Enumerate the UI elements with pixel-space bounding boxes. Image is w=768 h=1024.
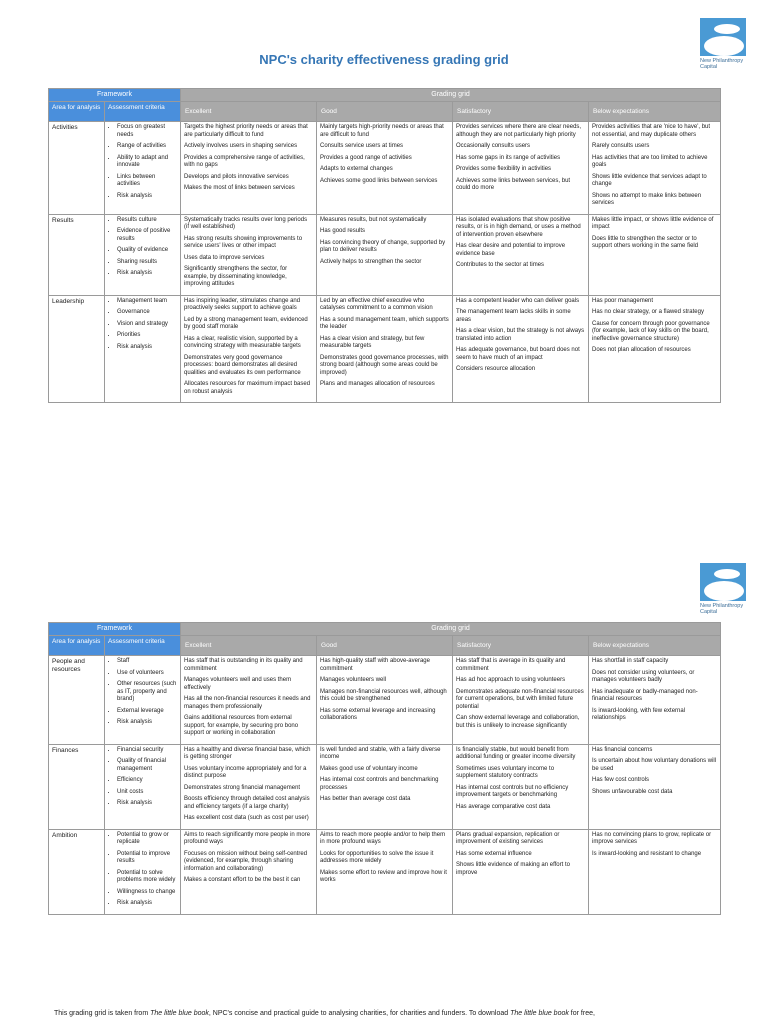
grade-statement: Occasionally consults users [456, 143, 531, 149]
grade-statement: Provides a good range of activities [320, 154, 412, 161]
area-cell: Leadership [49, 295, 105, 403]
grade-statement: Provides activities that are 'nice to have', but not essential, and may duplicate others [592, 124, 711, 138]
grade-statement: Is uncertain about how voluntary donations will be used [592, 758, 717, 772]
grade-statement: Has a clear vision, but the strategy is not always translated into action [456, 328, 585, 342]
excellent-cell [181, 744, 317, 829]
grade-statement: Has inadequate or badly-managed non-financial resources [592, 688, 698, 702]
grade-statement: Has financial concerns [592, 746, 653, 753]
grade-statement: Has average comparative cost data [456, 803, 551, 810]
criteria-item: • Risk analysis [117, 900, 177, 908]
grade-statement: Can show external leverage and collaboration, but this is unlikely to increase significantly [456, 715, 580, 729]
grade-statement: Has better than average cost data [320, 796, 411, 802]
criteria-item: • Efficiency [117, 777, 177, 785]
good-cell [317, 829, 453, 914]
excellent-cell [181, 214, 317, 295]
good-cell [317, 744, 453, 829]
grade-statement: Has few cost controls [592, 777, 650, 783]
footer-text-part: This grading grid is taken from [54, 1010, 151, 1017]
satisfactory-cell [453, 214, 589, 295]
satisfactory-cell [453, 122, 589, 215]
criteria-item: • Risk analysis [117, 719, 177, 727]
below-cell [589, 829, 721, 914]
grade-statement: Has internal cost controls but no efficiency improvement targets or benchmarking [456, 784, 569, 798]
grade-statement: Has a healthy and diverse financial base, which is getting stronger [184, 746, 311, 760]
criteria-item: • Use of volunteers [117, 670, 177, 678]
grade-statement: Looks for opportunities to solve the issue it addresses more widely [320, 850, 434, 864]
criteria-item: • Risk analysis [117, 344, 177, 352]
grading-grid-table-1 [48, 88, 721, 403]
area-cell: Finances [49, 744, 105, 829]
criteria-cell [105, 656, 181, 745]
grade-statement: Uses data to improve services [184, 254, 265, 261]
grade-statement: Does not consider using volunteers, or manages volunteers badly [592, 669, 695, 683]
criteria-header: Assessment criteria [105, 101, 181, 122]
grade-statement: Has good results [320, 228, 366, 234]
grade-statement: Mainly targets high-priority needs or areas that are difficult to fund [320, 124, 444, 138]
grade-statement: Has staff that is average in its quality and commitment [456, 658, 566, 672]
framework-header: Framework [49, 623, 181, 636]
satisfactory-cell [453, 744, 589, 829]
grade-statement: Boosts efficiency through detailed cost analysis and efficiency targets (if a large charity) [184, 796, 310, 810]
below-expectations-header: Below expectations [589, 635, 721, 656]
criteria-item: • Range of activities [117, 143, 177, 151]
grade-statement: Allocates resources for maximum impact based on robust analysis [184, 381, 311, 395]
good-header: Good [317, 635, 453, 656]
satisfactory-header: Satisfactory [453, 635, 589, 656]
table-row [49, 829, 721, 914]
grade-statement: Has internal cost controls and benchmarking processes [320, 777, 439, 791]
page-title: NPC's charity effectiveness grading grid [259, 52, 509, 67]
table-row [49, 122, 721, 215]
criteria-item: • Results culture [117, 217, 177, 225]
area-cell: Activities [49, 122, 105, 215]
excellent-header: Excellent [181, 101, 317, 122]
grade-statement: Aims to reach significantly more people in more profound ways [184, 831, 311, 845]
grade-statement: Sometimes uses voluntary income to supplement statutory contracts [456, 765, 555, 779]
criteria-item: • Risk analysis [117, 270, 177, 278]
grade-statement: Provides services where there are clear needs, although they are not particularly high priority [456, 124, 582, 138]
grade-statement: Measures results, but not systematically [320, 216, 427, 223]
grade-statement: Focuses on mission without being self-centred (evidenced, for example, through sharing information and collaborating) [184, 850, 308, 872]
grade-statement: Is inward-looking, with few external relationships [592, 707, 686, 721]
good-cell [317, 122, 453, 215]
grade-statement: Manages volunteers well and uses them effectively [184, 677, 292, 691]
grade-statement: The management team lacks skills in some areas [456, 309, 571, 323]
criteria-item: • Priorities [117, 332, 177, 340]
excellent-header: Excellent [181, 635, 317, 656]
excellent-cell [181, 122, 317, 215]
framework-header: Framework [49, 89, 181, 102]
grade-statement: Led by a strong management team, evidenced by good staff morale [184, 316, 308, 330]
grade-statement: Targets the highest priority needs or areas that are particularly difficult to fund [184, 124, 308, 138]
grade-statement: Has adequate governance, but board does not seem to have much of an impact [456, 347, 580, 361]
criteria-item: • Willingness to change [117, 889, 177, 897]
satisfactory-header: Satisfactory [453, 101, 589, 122]
table-row [49, 214, 721, 295]
criteria-item: • Other resources (such as IT, property and brand) [117, 681, 177, 704]
criteria-cell [105, 295, 181, 403]
criteria-item: • Focus on greatest needs [117, 124, 177, 139]
grade-statement: Uses voluntary income appropriately and for a distinct purpose [184, 765, 307, 779]
satisfactory-cell [453, 656, 589, 745]
grading-grid-table-2 [48, 622, 721, 915]
grade-statement: Has inspiring leader, stimulates change and proactively seeks support to achieve goals [184, 297, 301, 311]
excellent-cell [181, 656, 317, 745]
grade-statement: Shows no attempt to make links between services [592, 192, 702, 206]
npc-logo-mark-icon [700, 563, 746, 601]
satisfactory-cell [453, 295, 589, 403]
criteria-item: • Sharing results [117, 259, 177, 267]
grade-statement: Significantly strengthens the sector, for example, by disseminating knowledge, improving attitudes [184, 266, 288, 287]
good-cell [317, 656, 453, 745]
criteria-item: • Potential to grow or replicate [117, 832, 177, 847]
excellent-cell [181, 829, 317, 914]
grade-statement: Shows little evidence that services adapt to change [592, 173, 707, 187]
criteria-item: • Ability to adapt and innovate [117, 155, 177, 170]
table-row [49, 295, 721, 403]
footer-text-part: , NPC's concise and practical guide to analysing charities, for charities and funders. To download [208, 1010, 511, 1017]
grade-statement: Has poor management [592, 297, 654, 304]
grade-statement: Provides a comprehensive range of activities, with no gaps [184, 154, 305, 168]
grade-statement: Actively involves users in shaping services [184, 143, 298, 149]
grade-statement: Makes a constant effort to be the best it can [184, 877, 301, 883]
grade-statement: Has high-quality staff with above-average commitment [320, 658, 430, 672]
below-cell [589, 295, 721, 403]
grade-statement: Has ad hoc approach to using volunteers [456, 677, 566, 683]
area-cell: Ambition [49, 829, 105, 914]
grade-statement: Has a competent leader who can deliver goals [456, 297, 580, 304]
grade-statement: Is financially stable, but would benefit from additional funding or greater income diversity [456, 746, 576, 760]
grade-statement: Demonstrates strong financial management [184, 784, 301, 791]
grade-statement: Manages non-financial resources well, although this could be strengthened [320, 688, 447, 702]
criteria-item: • Financial security [117, 747, 177, 755]
book-title: The little blue book [510, 1010, 569, 1017]
grade-statement: Develops and pilots innovative services [184, 173, 289, 180]
grade-statement: Has no clear strategy, or a flawed strategy [592, 309, 704, 315]
grade-statement: Is inward-looking and resistant to change [592, 850, 702, 857]
criteria-item: • Quality of financial management [117, 758, 177, 773]
grade-statement: Demonstrates good governance processes, with strong board (although some areas could be improved) [320, 354, 449, 376]
below-cell [589, 214, 721, 295]
grade-statement: Makes the most of links between services [184, 185, 295, 191]
grade-statement: Makes some effort to review and improve how it works [320, 869, 447, 883]
grade-statement: Considers resource allocation [456, 366, 536, 372]
area-header: Area for analysis [49, 635, 105, 656]
grade-statement: Does not plan allocation of resources [592, 347, 691, 353]
grade-statement: Manages volunteers well [320, 677, 387, 683]
grade-statement: Has some external leverage and increasing collaborations [320, 707, 436, 721]
grade-statement: Shows little evidence of making an effort to improve [456, 862, 570, 876]
good-cell [317, 214, 453, 295]
grade-statement: Has clear desire and potential to improve evidence base [456, 243, 566, 257]
grade-statement: Has shortfall in staff capacity [592, 658, 669, 664]
grade-statement: Gains additional resources from external support, for example, by securing pro bono support or working in collaboration [184, 715, 299, 736]
grade-statement: Demonstrates very good governance processes: board demonstrates all desired qualities and evaluates its own performance [184, 354, 301, 376]
criteria-item: • Links between activities [117, 174, 177, 189]
grading-grid-header: Grading grid [181, 623, 721, 636]
grade-statement: Plans gradual expansion, replication or improvement of existing services [456, 831, 560, 845]
grade-statement: Has all the non-financial resources it needs and manages them professionally [184, 696, 311, 710]
logo-text: New Philanthropy Capital [700, 58, 744, 70]
grade-statement: Has no convincing plans to grow, replicate or improve services [592, 831, 712, 845]
below-cell [589, 744, 721, 829]
criteria-item: • External leverage [117, 708, 177, 716]
below-cell [589, 656, 721, 745]
criteria-item: • Risk analysis [117, 193, 177, 201]
area-cell: People and resources [49, 656, 105, 745]
grading-grid-header: Grading grid [181, 89, 721, 102]
below-cell [589, 122, 721, 215]
satisfactory-cell [453, 829, 589, 914]
area-header: Area for analysis [49, 101, 105, 122]
grade-statement: Demonstrates adequate non-financial resources for current operations, but with limited future potential [456, 688, 584, 710]
footer-text-part: for free, [568, 1010, 595, 1017]
criteria-cell [105, 214, 181, 295]
npc-logo [700, 563, 746, 615]
good-header: Good [317, 101, 453, 122]
grade-statement: Does little to strengthen the sector or to support others working in the same field [592, 235, 699, 249]
grade-statement: Has isolated evaluations that show positive results, or is in high demand, or uses a method of intervention proven elsewhere [456, 216, 581, 238]
criteria-item: • Management team [117, 298, 177, 306]
logo-text: New Philanthropy Capital [700, 603, 744, 615]
grade-statement: Shows unfavourable cost data [592, 788, 673, 795]
grade-statement: Has some external influence [456, 850, 532, 857]
grade-statement: Aims to reach more people and/or to help them in more profound ways [320, 831, 446, 845]
grade-statement: Consults service users at times [320, 143, 404, 149]
grade-statement: Has some gaps in its range of activities [456, 154, 561, 161]
grade-statement: Systematically tracks results over long periods (if well established) [184, 216, 308, 230]
criteria-item: • Staff [117, 658, 177, 666]
grade-statement: Has a clear, realistic vision, supported by a convincing strategy with measurable targets [184, 335, 301, 349]
grade-statement: Has excellent cost data (such as cost per user) [184, 815, 309, 821]
criteria-item: • Evidence of positive results [117, 228, 177, 243]
below-expectations-header: Below expectations [589, 101, 721, 122]
criteria-item: • Potential to solve problems more widely [117, 870, 177, 885]
grade-statement: Has a sound management team, which supports the leader [320, 316, 449, 330]
table-row [49, 656, 721, 745]
grade-statement: Is well funded and stable, with a fairly diverse income [320, 746, 441, 760]
npc-logo-mark-icon [700, 18, 746, 56]
grade-statement: Has staff that is outstanding in its quality and commitment [184, 658, 303, 672]
criteria-cell [105, 744, 181, 829]
grade-statement: Makes little impact, or shows little evidence of impact [592, 216, 714, 230]
criteria-item: • Governance [117, 309, 177, 317]
footer-text [54, 1009, 734, 1018]
good-cell [317, 295, 453, 403]
criteria-cell [105, 829, 181, 914]
criteria-item: • Potential to improve results [117, 851, 177, 866]
grade-statement: Provides some flexibility in activities [456, 166, 552, 172]
grade-statement: Plans and manages allocation of resources [320, 381, 435, 387]
grade-statement: Cause for concern through poor governance (for example, lack of key skills on the board, ineffective governance structure) [592, 320, 710, 342]
area-cell: Results [49, 214, 105, 295]
grade-statement: Makes good use of voluntary income [320, 765, 418, 772]
criteria-item: • Vision and strategy [117, 321, 177, 329]
grade-statement: Has strong results showing improvements to service users' lives or other impact [184, 235, 303, 249]
table-row [49, 744, 721, 829]
grade-statement: Rarely consults users [592, 143, 650, 149]
excellent-cell [181, 295, 317, 403]
criteria-item: • Risk analysis [117, 800, 177, 808]
criteria-cell [105, 122, 181, 215]
grade-statement: Has activities that are too limited to achieve goals [592, 154, 708, 168]
criteria-header: Assessment criteria [105, 635, 181, 656]
grade-statement: Actively helps to strengthen the sector [320, 258, 422, 265]
grade-statement: Has convincing theory of change, supported by plan to deliver results [320, 239, 446, 253]
grade-statement: Has a clear vision and strategy, but few measurable targets [320, 335, 425, 349]
book-title: The little blue book [150, 1010, 209, 1017]
grade-statement: Achieves some links between services, but could do more [456, 177, 571, 191]
criteria-item: • Quality of evidence [117, 247, 177, 255]
grade-statement: Led by an effective chief executive who catalyses commitment to a common vision [320, 297, 433, 311]
grade-statement: Contributes to the sector at times [456, 262, 545, 268]
criteria-item: • Unit costs [117, 789, 177, 797]
grade-statement: Achieves some good links between services [320, 177, 438, 184]
grade-statement: Adapts to external changes [320, 166, 393, 172]
